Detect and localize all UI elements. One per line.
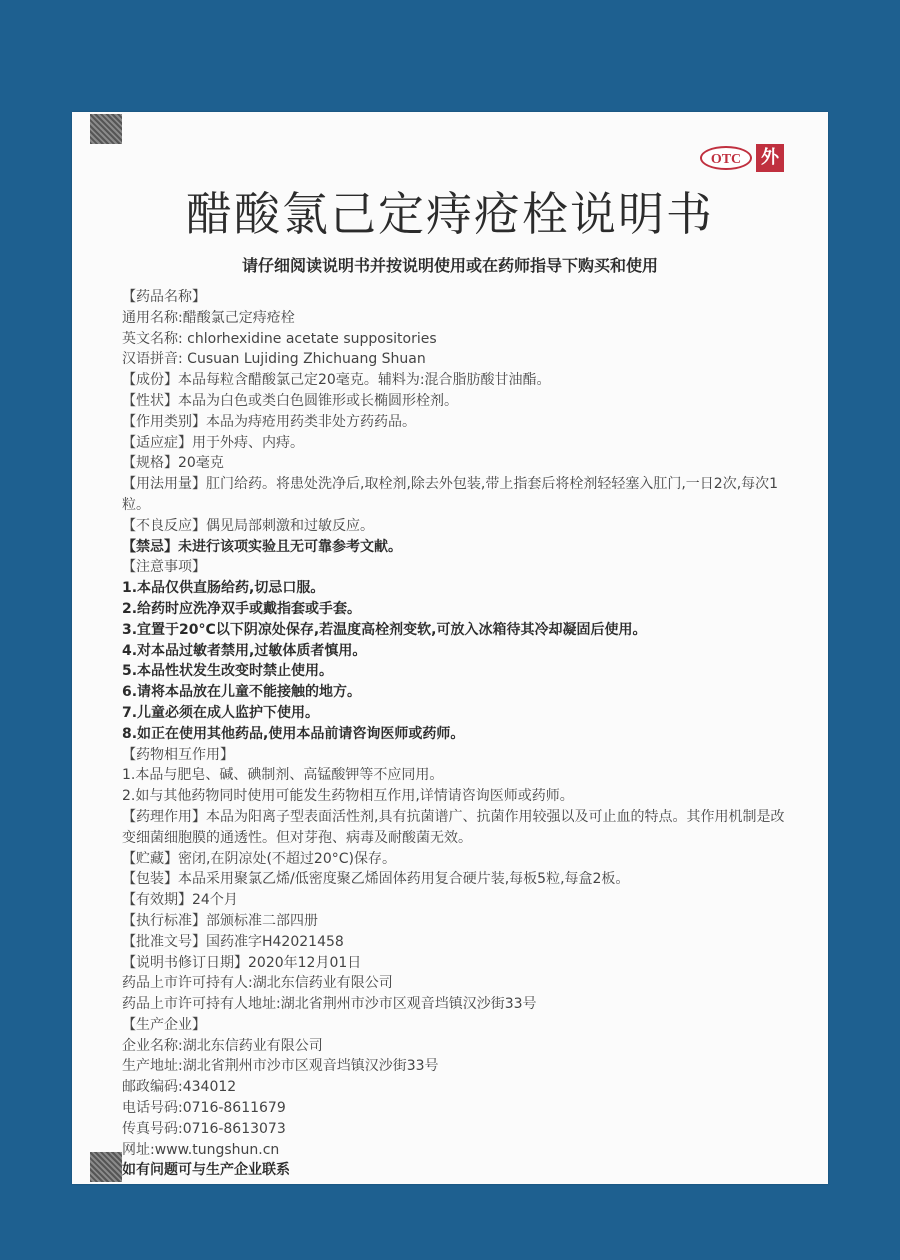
leaflet-paper <box>72 112 828 1184</box>
leaflet-line: 汉语拼音: Cusuan Lujiding Zhichuang Shuan <box>122 351 426 368</box>
leaflet-line: 邮政编码:434012 <box>122 1079 237 1096</box>
leaflet-line: 2.如与其他药物同时使用可能发生药物相互作用,详情请咨询医师或药师。 <box>122 788 574 805</box>
leaflet-line: 电话号码:0716-8611679 <box>122 1100 286 1117</box>
leaflet-line: 【性状】本品为白色或类白色圆锥形或长椭圆形栓剂。 <box>122 392 458 409</box>
leaflet-line: 【有效期】24个月 <box>122 892 238 909</box>
leaflet-line: 传真号码:0716-8613073 <box>122 1120 286 1137</box>
leaflet-line: 7.儿童必须在成人监护下使用。 <box>122 704 320 721</box>
leaflet-line: 【生产企业】 <box>122 1016 206 1033</box>
leaflet-line: 【注意事项】 <box>122 559 206 576</box>
leaflet-line: 【包装】本品采用聚氯乙烯/低密度聚乙烯固体药用复合硬片装,每板5粒,每盒2板。 <box>122 871 630 888</box>
leaflet-line: 【规格】20毫克 <box>122 455 224 472</box>
leaflet-line: 【执行标准】部颁标准二部四册 <box>122 912 318 929</box>
leaflet-line: 8.如正在使用其他药品,使用本品前请咨询医师或药师。 <box>122 725 465 742</box>
leaflet-line: 6.请将本品放在儿童不能接触的地方。 <box>122 684 362 701</box>
leaflet-line: 【用法用量】肛门给药。将患处洗净后,取栓剂,除去外包装,带上指套后将栓剂轻轻塞入肛门,一日2次,每次1粒。 <box>122 476 779 513</box>
leaflet-line: 【禁忌】未进行该项实验且无可靠参考文献。 <box>122 538 402 555</box>
leaflet-line: 【成份】本品每粒含醋酸氯己定20毫克。辅料为:混合脂肪酸甘油酯。 <box>122 372 551 389</box>
leaflet-line: 药品上市许可持有人地址:湖北省荆州市沙市区观音垱镇汉沙街33号 <box>122 996 537 1013</box>
registration-mark-bottom <box>90 1152 122 1182</box>
leaflet-line: 【说明书修订日期】2020年12月01日 <box>122 954 362 971</box>
document-title: 醋酸氯己定痔疮栓说明书 <box>186 187 714 241</box>
external-use-badge: 外 <box>756 144 784 172</box>
leaflet-line: 通用名称:醋酸氯己定痔疮栓 <box>122 309 295 326</box>
leaflet-line: 企业名称:湖北东信药业有限公司 <box>122 1037 323 1054</box>
leaflet-line: 英文名称: chlorhexidine acetate suppositories <box>122 330 437 347</box>
leaflet-line: 4.对本品过敏者禁用,过敏体质者慎用。 <box>122 642 367 659</box>
otc-badge: OTC <box>700 146 752 170</box>
leaflet-line: 【作用类别】本品为痔疮用药类非处方药药品。 <box>122 413 416 430</box>
leaflet-line: 【不良反应】偶见局部刺激和过敏反应。 <box>122 517 374 534</box>
leaflet-line: 【贮藏】密闭,在阴凉处(不超过20°C)保存。 <box>122 850 396 867</box>
leaflet-line: 1.本品与肥皂、碱、碘制剂、高锰酸钾等不应同用。 <box>122 767 444 784</box>
leaflet-line: 【适应症】用于外痔、内痔。 <box>122 434 304 451</box>
leaflet-line: 2.给药时应洗净双手或戴指套或手套。 <box>122 600 362 617</box>
leaflet-line: 1.本品仅供直肠给药,切忌口服。 <box>122 580 325 597</box>
leaflet-line: 生产地址:湖北省荆州市沙市区观音垱镇汉沙街33号 <box>122 1058 439 1075</box>
leaflet-body <box>122 287 786 1181</box>
leaflet-line: 网址:www.tungshun.cn <box>122 1141 280 1158</box>
leaflet-line: 【批准文号】国药准字H42021458 <box>122 933 344 950</box>
leaflet-line: 【药品名称】 <box>122 289 206 305</box>
registration-mark-top <box>90 114 122 144</box>
leaflet-line: 5.本品性状发生改变时禁止使用。 <box>122 663 334 680</box>
leaflet-line: 药品上市许可持有人:湖北东信药业有限公司 <box>122 975 393 992</box>
leaflet-line: 【药物相互作用】 <box>122 746 234 763</box>
document-subtitle: 请仔细阅读说明书并按说明使用或在药师指导下购买和使用 <box>241 256 658 275</box>
leaflet-line: 如有问题可与生产企业联系 <box>122 1162 290 1179</box>
leaflet-line: 【药理作用】本品为阳离子型表面活性剂,具有抗菌谱广、抗菌作用较强以及可止血的特点。其作用机制是改变细菌细胞膜的通透性。但对芽孢、病毒及耐酸菌无效。 <box>122 808 785 846</box>
leaflet-line: 3.宜置于20°C以下阴凉处保存,若温度高栓剂变软,可放入冰箱待其冷却凝固后使用。 <box>122 621 647 638</box>
